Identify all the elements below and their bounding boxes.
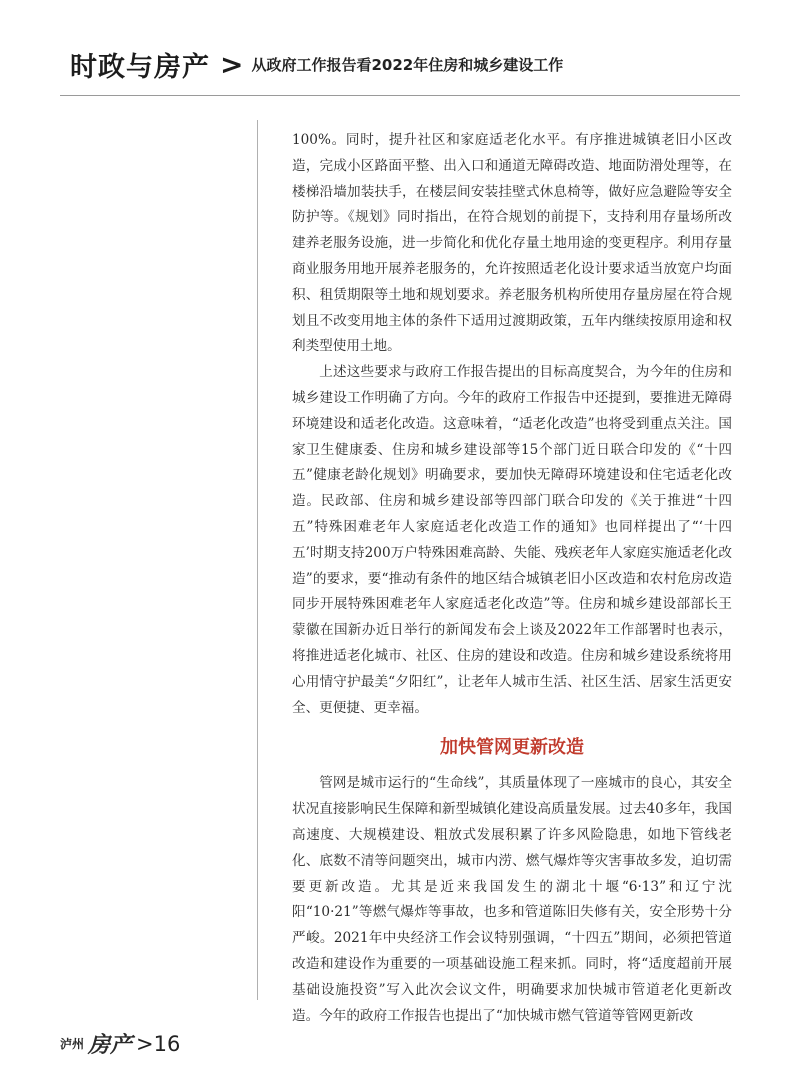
column-divider [257, 120, 258, 1000]
section-title: 时政与房产 [70, 51, 210, 83]
page-number: >16 [136, 1031, 181, 1056]
page-header [70, 44, 563, 84]
article-title: 从政府工作报告看2022年住房和城乡建设工作 [251, 55, 564, 74]
body-paragraph: 上述这些要求与政府工作报告提出的目标高度契合，为今年的住房和城乡建设工作明确了方向。今年的政府工作报告中还提到，要推进无障碍环境建设和适老化改造。这意味着，“适老化改造”也将受到重点关注。国家卫生健康委、住房和城乡建设部等15个部门近日联合印发的《“十四五”健康老龄化规划》明确要求，要加快无障碍环境建设和住宅适老化改造。民政部、住房和城乡建设部等四部门联合印发的《关于推进“十四五”特殊困难老年人家庭适老化改造工作的通知》也同样提出了“‘十四五’时期支持200万户特殊困难高龄、失能、残疾老年人家庭实施适老化改造”的要求，要“推动有条件的地区结合城镇老旧小区改造和农村危房改造同步开展特殊困难老年人家庭适老化改造”等。住房和城乡建设部部长王蒙徽在国新办近日举行的新闻发布会上谈及2022年工作部署时也表示，将推进适老化城市、社区、住房的建设和改造。住房和城乡建设系统将用心用情守护最美“夕阳红”，让老年人城市生活、社区生活、居家生活更安全、更便捷、更幸福。 [292, 364, 732, 716]
article-body [292, 128, 732, 1029]
body-paragraph: 管网是城市运行的“生命线”，其质量体现了一座城市的良心，其安全状况直接影响民生保障和新型城镇化建设高质量发展。过去40多年，我国高速度、大规模建设、粗放式发展积累了许多风险隐患，如地下管线老化、底数不清等问题突出，城市内涝、燃气爆炸等灾害事故多发，迫切需要更新改造。尤其是近来我国发生的湖北十堰“6·13”和辽宁沈阳“10·21”等燃气爆炸等事故，也多和管道陈旧失修有关，安全形势十分严峻。2021年中央经济工作会议特别强调，“十四五”期间，必须把管道改造和建设作为重要的一项基础设施工程来抓。同时，将“适度超前开展基础设施投资”写入此次会议文件，明确要求加快城市管道老化更新改造。今年的政府工作报告也提出了“加快城市燃气管道等管网更新改 [292, 775, 732, 1024]
section-subheading: 加快管网更新改造 [440, 737, 584, 759]
magazine-logo: 房产 [88, 1032, 133, 1058]
chevron-right-icon: > [220, 47, 244, 81]
page-footer [60, 1028, 180, 1059]
body-paragraph: 100%。同时，提升社区和家庭适老化水平。有序推进城镇老旧小区改造，完成小区路面平整、出入口和通道无障碍改造、地面防滑处理等，在楼梯沿墙加装扶手，在楼层间安装挂壁式休息椅等，做好应急避险等安全防护等。《规划》同时指出，在符合规划的前提下，支持利用存量场所改建养老服务设施，进一步简化和优化存量土地用途的变更程序。利用存量商业服务用地开展养老服务的，允许按照适老化设计要求适当放宽户均面积、租赁期限等土地和规划要求。养老服务机构所使用存量房屋在符合规划且不改变用地主体的条件下适用过渡期政策，五年内继续按原用途和权利类型使用土地。 [292, 132, 732, 355]
header-divider [60, 95, 740, 96]
magazine-logo-small: 泸州 [60, 1037, 85, 1051]
